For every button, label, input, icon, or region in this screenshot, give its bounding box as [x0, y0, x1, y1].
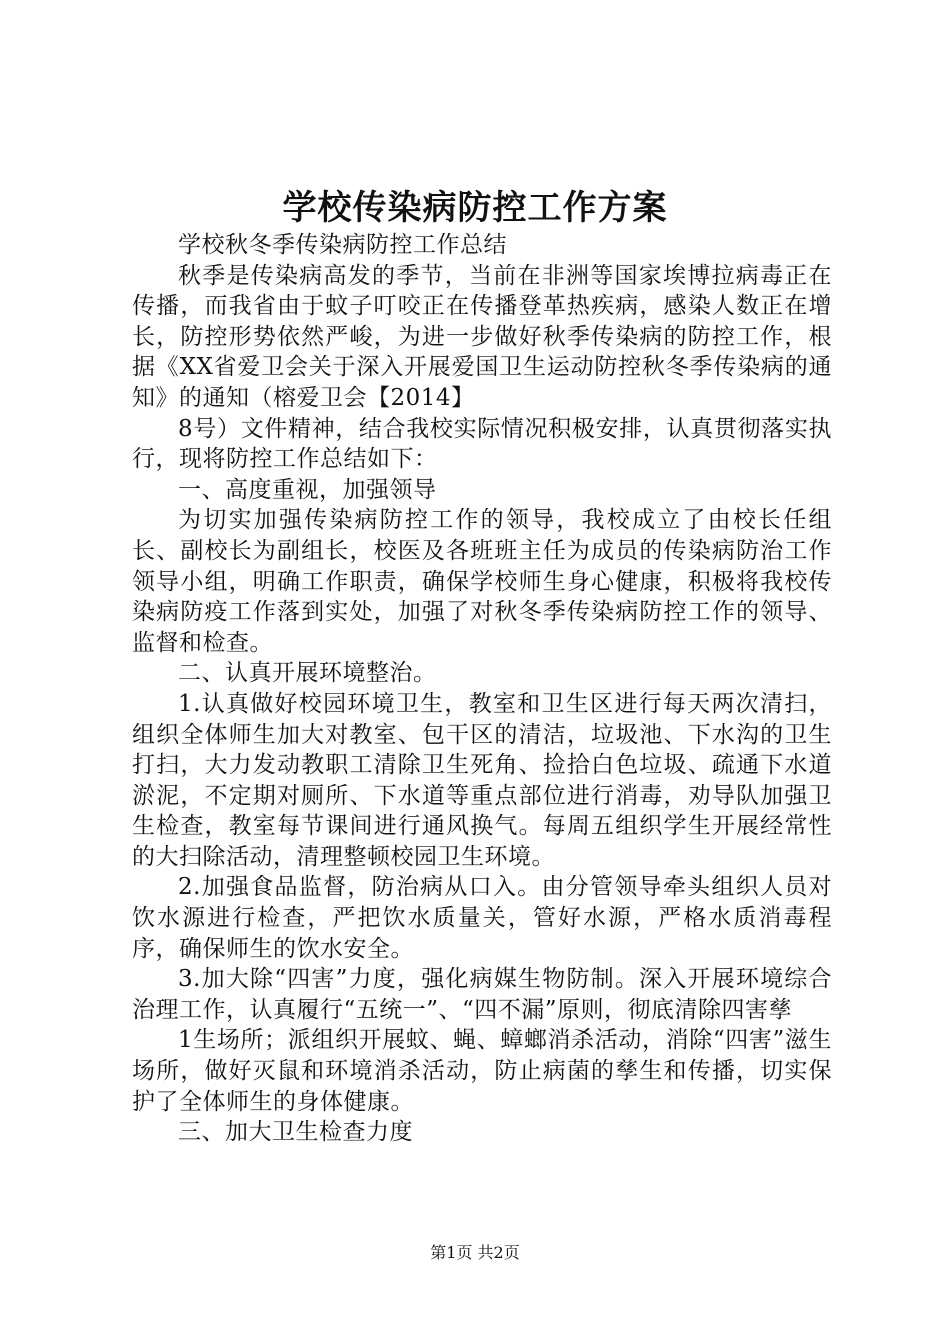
paragraph-item-1: 1.认真做好校园环境卫生，教室和卫生区进行每天两次清扫，组织全体师生加大对教室、包干区的清洁，垃圾池、下水沟的卫生打扫，大力发动教职工清除卫生死角、捡拾白色垃圾、疏通下水道淤泥，不定期对厕所、下水道等重点部位进行消毒，劝导队加强卫生检查，教室每节课间进行通风换气。每周五组织学生开展经常性的大扫除活动，清理整顿校园卫生环境。 [132, 690, 832, 870]
section-heading-1: 一、高度重视，加强领导 [178, 476, 437, 503]
paragraph-intro: 秋季是传染病高发的季节，当前在非洲等国家埃博拉病毒正在传播，而我省由于蚊子叮咬正在传播登革热疾病，感染人数正在增长，防控形势依然严峻，为进一步做好秋季传染病的防控工作，根据《XX省爱卫会关于深入开展爱国卫生运动防控秋冬季传染病的通知》的通知（榕爱卫会【2014】 [132, 262, 832, 411]
section-heading-3: 三、加大卫生检查力度 [178, 1119, 413, 1146]
paragraph-leadership: 为切实加强传染病防控工作的领导，我校成立了由校长任组长、副校长为副组长，校医及各班班主任为成员的传染病防治工作领导小组，明确工作职责，确保学校师生身心健康，积极将我校传染病防疫工作落到实处，加强了对秋冬季传染病防控工作的领导、监督和检查。 [132, 507, 832, 656]
page-number-footer: 第1页 共2页 [430, 1243, 520, 1262]
paragraph-item-2: 2.加强食品监督，防治病从口入。由分管领导牵头组织人员对饮水源进行检查，严把饮水质量关，管好水源，严格水质消毒程序，确保师生的饮水安全。 [132, 874, 832, 962]
paragraph-subtitle: 学校秋冬季传染病防控工作总结 [178, 232, 507, 258]
paragraph-item-3: 3.加大除“四害”力度，强化病媒生物防制。深入开展环境综合治理工作，认真履行“五统一”、“四不漏”原则，彻底清除四害孳 [132, 966, 832, 1023]
paragraph-intro-continued: 8号）文件精神，结合我校实际情况积极安排，认真贯彻落实执行，现将防控工作总结如下： [132, 415, 832, 473]
paragraph-item-3-continued: 1生场所；派组织开展蚊、蝇、蟑螂消杀活动，消除“四害”滋生场所，做好灭鼠和环境消杀活动，防止病菌的孳生和传播，切实保护了全体师生的身体健康。 [132, 1027, 832, 1115]
section-heading-2: 二、认真开展环境整治。 [178, 660, 437, 687]
document-body [132, 230, 832, 1148]
document-title: 学校传染病防控工作方案 [282, 188, 668, 228]
